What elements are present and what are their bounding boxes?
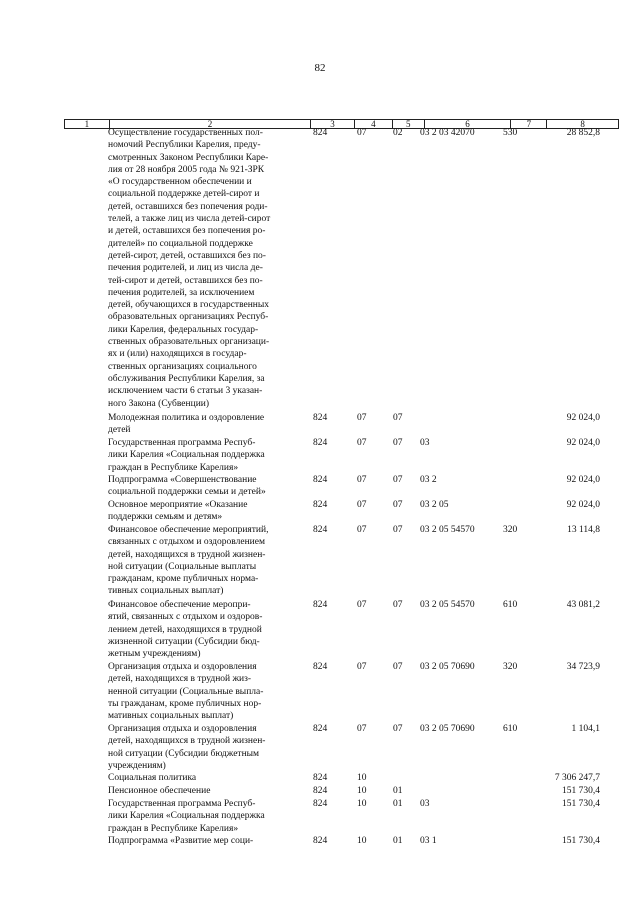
amount: 7 306 247,7: [554, 773, 600, 783]
description-line: печения родителей, за исключением: [108, 287, 255, 298]
subsection-code: 01: [393, 799, 403, 809]
description-line: номочий Республики Карелия, преду-: [108, 140, 261, 151]
description-line: Организация отдыха и оздоровления: [108, 724, 257, 734]
target-article-code: 03 2 05 54570: [420, 600, 475, 610]
row-description: [108, 785, 210, 797]
subsection-code: 07: [393, 724, 403, 734]
description-line: печения родителей, и лиц из числа де-: [108, 263, 263, 274]
amount: 151 730,4: [562, 836, 600, 846]
description-line: связанных с отдыхом и оздоровлением: [108, 537, 265, 548]
description-line: ственных организациях социального: [108, 361, 257, 372]
header-col-1: 1: [84, 119, 90, 129]
subsection-code: 07: [393, 475, 403, 485]
ministry-code: 824: [313, 786, 328, 796]
description-line: граждан в Республике Карелия»: [108, 462, 239, 473]
expense-type-code: 320: [503, 662, 518, 672]
amount: 1 104,1: [571, 724, 600, 734]
description-line: ного Закона (Субвенции): [108, 398, 210, 409]
target-article-code: 03 2 05 70690: [420, 662, 475, 672]
description-line: детей, обучающихся в государственных: [108, 300, 270, 311]
description-line: Организация отдыха и оздоровления: [108, 662, 257, 672]
description-line: детей-сирот, детей, оставшихся без по-: [108, 250, 266, 261]
ministry-code: 824: [313, 128, 328, 138]
description-line: «О государственном обеспечении и: [108, 177, 252, 188]
description-line: ной ситуации (Субсидии бюджетным: [108, 748, 260, 759]
row-description: [108, 524, 268, 598]
description-line: детей, оставшихся без попечения роди-: [108, 201, 268, 212]
description-line: тей-сирот и детей, оставшихся без по-: [108, 275, 263, 286]
section-code: 07: [357, 413, 367, 423]
amount: 34 723,9: [566, 662, 600, 672]
subsection-code: 07: [393, 438, 403, 448]
section-code: 07: [357, 724, 367, 734]
amount: 28 852,8: [566, 128, 600, 138]
section-code: 10: [357, 836, 367, 846]
ministry-code: 824: [313, 500, 328, 510]
description-line: жетным учреждениям): [108, 649, 201, 660]
amount: 92 024,0: [566, 500, 600, 510]
header-col-6: 6: [424, 120, 511, 128]
page-number: 82: [314, 62, 326, 74]
description-line: социальной поддержке детей-сирот и: [108, 189, 260, 200]
ministry-code: 824: [313, 525, 328, 535]
subsection-code: 07: [393, 600, 403, 610]
target-article-code: 03: [420, 799, 430, 809]
row-description: [108, 437, 265, 474]
section-code: 07: [357, 525, 367, 535]
description-line: дителей» по социальной поддержке: [108, 238, 253, 249]
row-description: [108, 772, 196, 784]
description-line: тивных социальных выплат): [108, 586, 224, 597]
section-code: 07: [357, 475, 367, 485]
description-line: детей, находящихся в трудной жизнен-: [108, 736, 266, 747]
amount: 151 730,4: [562, 799, 600, 809]
row-description: [108, 723, 265, 772]
description-line: обслуживания Республики Карелия, за: [108, 373, 265, 384]
section-code: 07: [357, 662, 367, 672]
row-description: [108, 474, 266, 499]
row-description: [108, 499, 247, 524]
header-col-5: 5: [392, 120, 424, 128]
amount: 13 114,8: [567, 525, 600, 535]
section-code: 07: [357, 500, 367, 510]
target-article-code: 03 2 05 54570: [420, 525, 475, 535]
subsection-code: 01: [393, 786, 403, 796]
ministry-code: 824: [313, 799, 328, 809]
row-description: [108, 661, 263, 722]
section-code: 10: [357, 786, 367, 796]
description-line: лики Карелия, федеральных государ-: [108, 324, 259, 335]
description-line: лики Карелия «Социальная поддержка: [108, 811, 265, 822]
description-line: жизненной ситуации (Субсидии бюд-: [108, 636, 260, 647]
ministry-code: 824: [313, 773, 328, 783]
section-code: 07: [357, 128, 367, 138]
header-col-4: 4: [354, 120, 392, 128]
description-line: ятий, связанных с отдыхом и оздоров-: [108, 612, 263, 623]
section-code: 10: [357, 773, 367, 783]
target-article-code: 03 2: [420, 475, 437, 485]
description-line: ях и (или) находящихся в государ-: [108, 349, 247, 360]
description-line: Основное мероприятие «Оказание: [108, 500, 248, 510]
description-line: Государственная программа Респуб-: [108, 438, 256, 448]
description-line: и детей, оставшихся без попечения ро-: [108, 226, 266, 237]
amount: 92 024,0: [566, 438, 600, 448]
description-line: ственных образовательных организаци-: [108, 337, 270, 348]
description-line: Социальная политика: [108, 773, 197, 783]
section-code: 10: [357, 799, 367, 809]
header-col-8: 8: [546, 120, 618, 128]
ministry-code: 824: [313, 724, 328, 734]
description-line: учреждениям): [108, 760, 166, 771]
row-description: [108, 599, 262, 660]
description-line: ты гражданам, кроме публичных нор-: [108, 698, 262, 709]
section-code: 07: [357, 600, 367, 610]
description-line: гражданам, кроме публичных норма-: [108, 574, 259, 585]
description-line: детей: [108, 425, 131, 436]
ministry-code: 824: [313, 438, 328, 448]
description-line: лением детей, находящихся в трудной: [108, 624, 262, 635]
ministry-code: 824: [313, 475, 328, 485]
target-article-code: 03 2 03 42070: [420, 128, 475, 138]
subsection-code: 07: [393, 525, 403, 535]
target-article-code: 03 1: [420, 836, 437, 846]
subsection-code: 07: [393, 413, 403, 423]
ministry-code: 824: [313, 836, 328, 846]
description-line: граждан в Республике Карелия»: [108, 823, 239, 834]
row-description: [108, 835, 253, 847]
ministry-code: 824: [313, 662, 328, 672]
subsection-code: 01: [393, 836, 403, 846]
header-col-7: 7: [510, 120, 546, 128]
target-article-code: 03 2 05: [420, 500, 449, 510]
expense-type-code: 530: [503, 128, 518, 138]
description-line: детей, находящихся в трудной жизнен-: [108, 549, 266, 560]
description-line: Финансовое обеспечение меропри-: [108, 600, 251, 610]
amount: 92 024,0: [566, 413, 600, 423]
description-line: смотренных Законом Республики Каре-: [108, 152, 269, 163]
description-line: ненной ситуации (Социальные выпла-: [108, 686, 264, 697]
subsection-code: 07: [393, 662, 403, 672]
ministry-code: 824: [313, 600, 328, 610]
description-line: Молодежная политика и оздоровление: [108, 413, 265, 423]
description-line: лия от 28 ноября 2005 года № 921-ЗРК: [108, 164, 265, 175]
section-code: 07: [357, 438, 367, 448]
header-col-2: 2: [109, 120, 310, 128]
header-col-3: 3: [310, 120, 354, 128]
description-line: Подпрограмма «Развитие мер соци-: [108, 836, 254, 846]
amount: 151 730,4: [562, 786, 600, 796]
description-line: социальной поддержки семьи и детей»: [108, 487, 266, 498]
expense-type-code: 610: [503, 600, 518, 610]
row-description: [108, 127, 270, 410]
target-article-code: 03: [420, 438, 430, 448]
amount: 43 081,2: [566, 600, 600, 610]
row-description: [108, 412, 264, 437]
description-line: ной ситуации (Социальные выплаты: [108, 561, 257, 572]
description-line: Подпрограмма «Совершенствование: [108, 475, 257, 485]
expense-type-code: 320: [503, 525, 518, 535]
subsection-code: 07: [393, 500, 403, 510]
description-line: лики Карелия «Социальная поддержка: [108, 450, 265, 461]
target-article-code: 03 2 05 70690: [420, 724, 475, 734]
description-line: мативных социальных выплат): [108, 711, 234, 722]
description-line: Пенсионное обеспечение: [108, 786, 211, 796]
ministry-code: 824: [313, 413, 328, 423]
description-line: детей, находящихся в трудной жиз-: [108, 674, 252, 685]
expense-type-code: 610: [503, 724, 518, 734]
description-line: Осуществление государственных пол-: [108, 128, 263, 138]
description-line: Государственная программа Респуб-: [108, 799, 256, 809]
description-line: телей, а также лиц из числа детей-сирот: [108, 214, 271, 225]
subsection-code: 02: [393, 128, 403, 138]
row-description: [108, 798, 265, 835]
description-line: образовательных организациях Респуб-: [108, 312, 269, 323]
description-line: Финансовое обеспечение мероприятий,: [108, 525, 269, 535]
amount: 92 024,0: [566, 475, 600, 485]
description-line: поддержки семьям и детям»: [108, 512, 223, 523]
description-line: исключением части 6 статьи 3 указан-: [108, 386, 263, 397]
